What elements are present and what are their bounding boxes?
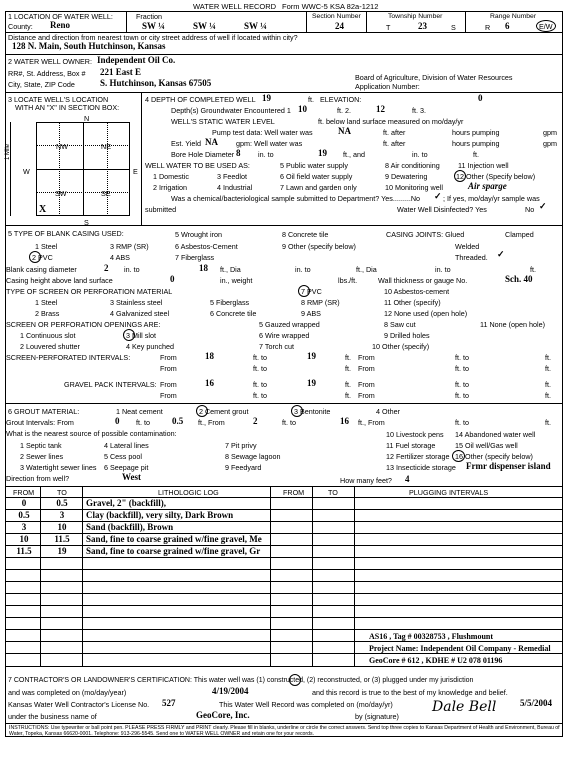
gw3-label: ft. 3. bbox=[412, 106, 426, 115]
spi-to2-label: ft. to bbox=[455, 353, 469, 362]
gp-from3-label: From bbox=[160, 391, 177, 400]
gw1-value: 10 bbox=[298, 104, 307, 114]
log-desc: Gravel, 2" (backfill), bbox=[86, 498, 166, 508]
casing-2: 2 PVC bbox=[32, 253, 53, 262]
opening-4: 4 Key punched bbox=[126, 342, 174, 351]
direction-label: Direction from well? bbox=[6, 474, 70, 483]
casing-8: 8 Concrete tile bbox=[282, 230, 329, 239]
spi-from3-label: From bbox=[160, 364, 177, 373]
township-s: S bbox=[451, 23, 456, 32]
openings-label: SCREEN OR PERFORATION OPENINGS ARE: bbox=[6, 320, 161, 329]
feet-value: 4 bbox=[405, 474, 410, 484]
spi-to4-label: ft. to bbox=[455, 364, 469, 373]
blank-label: Blank casing diameter bbox=[6, 265, 77, 274]
elevation-value: 0 bbox=[478, 93, 483, 103]
city-value: S. Hutchinson, Kansas 67505 bbox=[100, 78, 212, 88]
cont-other-value: Frmr dispenser island bbox=[466, 461, 551, 471]
casing-9: 9 Other (specify below) bbox=[282, 242, 356, 251]
cont-12: 12 Fertilizer storage bbox=[386, 452, 450, 461]
quad-sw: SW bbox=[55, 189, 67, 198]
township-value: 23 bbox=[418, 21, 427, 31]
gp-to4-label: ft. to bbox=[455, 391, 469, 400]
spi-from4-label: From bbox=[358, 364, 375, 373]
log-from: 11.5 bbox=[16, 546, 32, 556]
gi-from3-label: ft., From bbox=[358, 418, 385, 427]
log-h-to2: TO bbox=[328, 488, 338, 497]
log-to: 0.5 bbox=[56, 498, 68, 508]
cert-line1: 7 CONTRACTOR'S OR LANDOWNER'S CERTIFICATION: This water well was (1) constructed, (2) reconstructed, or (3) plugged under my jurisdiction bbox=[8, 677, 474, 684]
use-11: 11 Injection well bbox=[458, 161, 509, 170]
spi-ft2: ft. bbox=[545, 353, 551, 362]
log-h-from2: FROM bbox=[283, 488, 305, 497]
blank-ft: ft. bbox=[530, 265, 536, 274]
use-label: WELL WATER TO BE USED AS: bbox=[145, 161, 250, 170]
screen-10: 10 Asbestos-cement bbox=[384, 287, 450, 296]
s1-label: 1 LOCATION OF WATER WELL: bbox=[8, 12, 113, 21]
blank-in-to3: in. to bbox=[435, 265, 451, 274]
log-project: Project Name: Independent Oil Company - Remedial bbox=[369, 644, 551, 653]
s6-label: 6 GROUT MATERIAL: bbox=[8, 407, 80, 416]
gp-from2-label: From bbox=[358, 380, 375, 389]
compass-w: W bbox=[23, 167, 30, 176]
log-desc: Clay (backfill), very silty, Dark Brown bbox=[86, 510, 234, 520]
gw2-label: ft. 2. bbox=[337, 106, 351, 115]
opening-11: 11 None (open hole) bbox=[480, 320, 545, 329]
use-4: 4 Industrial bbox=[217, 183, 253, 192]
spi-to3-label: ft. to bbox=[253, 364, 267, 373]
compass-s: S bbox=[84, 218, 89, 227]
gp-ft3: ft. bbox=[345, 391, 351, 400]
screen-9: 9 ABS bbox=[301, 309, 321, 318]
log-h-plug: PLUGGING INTERVALS bbox=[409, 488, 489, 497]
blank-in-to: in. to bbox=[124, 265, 140, 274]
bore-value: 8 bbox=[236, 148, 241, 158]
disinfected-no: No bbox=[525, 205, 535, 214]
log-desc: Sand (backfill), Brown bbox=[86, 522, 174, 532]
screen-11: 11 Other (specify) bbox=[384, 298, 441, 307]
quad-ne: NE bbox=[101, 142, 111, 151]
cont-4: 4 Lateral lines bbox=[104, 441, 149, 450]
cont-16: 16 Other (specify below) bbox=[455, 452, 533, 461]
grout-3: 3 Bentonite bbox=[294, 407, 331, 416]
gi-to3-label: ft. to bbox=[455, 418, 469, 427]
screen-4: 4 Galvanized steel bbox=[110, 309, 170, 318]
well-x-mark: X bbox=[39, 204, 47, 215]
joints-label: CASING JOINTS: Glued bbox=[386, 230, 465, 239]
bore-to: in. to bbox=[258, 150, 274, 159]
opening-9: 9 Drilled holes bbox=[384, 331, 430, 340]
log-as16: AS16 , Tag # 00328753 , Flushmount bbox=[369, 632, 494, 641]
cont-15: 15 Oil well/Gas well bbox=[455, 441, 518, 450]
log-desc: Sand, fine to coarse grained w/fine gravel, Gr bbox=[86, 546, 261, 556]
mile-label: 1 Mile bbox=[5, 143, 11, 160]
quad-se: SE bbox=[101, 189, 111, 198]
casing-4: 4 ABS bbox=[110, 253, 130, 262]
pump-hours: hours pumping bbox=[452, 128, 500, 137]
use-10: 10 Monitoring well bbox=[385, 183, 443, 192]
range-ew: E/W bbox=[539, 22, 553, 31]
signature: Dale Bell bbox=[432, 699, 497, 715]
opening-2: 2 Louvered shutter bbox=[20, 342, 80, 351]
gp-to-label: ft. to bbox=[253, 380, 267, 389]
bore-depth: 19 bbox=[318, 148, 327, 158]
chem-question: Was a chemical/bacteriological sample submitted to Department? Yes.........No bbox=[171, 194, 421, 203]
screen-7: 7 PVC bbox=[301, 287, 322, 296]
cont-3: 3 Watertight sewer lines bbox=[20, 463, 97, 472]
cert-record-label: This Water Well Record was completed on (mo/day/yr) bbox=[219, 700, 393, 709]
cont-13: 13 Insecticide storage bbox=[386, 463, 456, 472]
form-ksa: KSA 82a-1212 bbox=[330, 2, 379, 11]
gp-from-label: From bbox=[160, 380, 177, 389]
range-label: Range Number bbox=[490, 13, 537, 20]
bore-label: Bore Hole Diameter bbox=[171, 150, 235, 159]
gw2-value: 12 bbox=[376, 104, 385, 114]
use-5: 5 Public water supply bbox=[280, 161, 348, 170]
distance-label: Distance and direction from nearest town or city street address of well if located within city? bbox=[8, 33, 298, 42]
cont-5: 5 Cess pool bbox=[104, 452, 142, 461]
pump-value: NA bbox=[338, 126, 351, 136]
opening-1: 1 Continuous slot bbox=[20, 331, 76, 340]
compass-n: N bbox=[84, 114, 90, 123]
s3-label2: WITH AN "X" IN SECTION BOX: bbox=[15, 103, 120, 112]
screen-label: TYPE OF SCREEN OR PERFORATION MATERIAL bbox=[6, 287, 173, 296]
cont-10: 10 Livestock pens bbox=[386, 430, 444, 439]
use-7: 7 Lawn and garden only bbox=[280, 183, 357, 192]
disinfected-check: ✓ bbox=[539, 201, 547, 211]
board-label: Board of Agriculture, Division of Water Resources bbox=[355, 73, 513, 82]
instructions: INSTRUCTIONS: Use typewriter or ball point pen. PLEASE PRESS FIRMLY and PRINT clearly. Please fill in blanks, underline or circle the correct answers. Send top three copies to Kansas Department of Health and Environment, Bureau of Water, Topeka, Kansas 66620-0001. Telephone: 913-296-5545. Send one to WATER WELL OWNER and retain one for your records. bbox=[9, 725, 560, 737]
cert-constructed-circle bbox=[289, 674, 301, 686]
quad-nw: NW bbox=[56, 142, 68, 151]
cert-license-label: Kansas Water Well Contractor's License No. bbox=[8, 700, 150, 709]
blank-dia2: ft., Dia bbox=[356, 265, 377, 274]
distance-value: 128 N. Main, South Hutchinson, Kansas bbox=[12, 41, 166, 51]
rr-label: RR#, St. Address, Box # bbox=[8, 69, 86, 78]
gp-from4-label: From bbox=[358, 391, 375, 400]
range-value: 6 bbox=[505, 21, 510, 31]
opening-3: 3 Mill slot bbox=[126, 331, 156, 340]
screen-1: 1 Steel bbox=[35, 298, 58, 307]
chem-check: ✓ bbox=[434, 191, 442, 201]
use-9: 9 Dewatering bbox=[385, 172, 428, 181]
cont-8: 8 Sewage lagoon bbox=[225, 452, 281, 461]
height-value: 0 bbox=[170, 274, 175, 284]
elevation-label: ELEVATION: bbox=[320, 95, 362, 104]
spi-to: 19 bbox=[307, 351, 316, 361]
gp-from: 16 bbox=[205, 378, 214, 388]
form-title: WATER WELL RECORD bbox=[193, 2, 277, 11]
direction-value: West bbox=[122, 472, 141, 482]
s3-label: 3 LOCATE WELL'S LOCATION bbox=[8, 95, 109, 104]
opening-10: 10 Other (specify) bbox=[372, 342, 430, 351]
wall-value: Sch. 40 bbox=[505, 274, 533, 284]
yield-gpm: gpm bbox=[543, 139, 557, 148]
gi-to2: 16 bbox=[340, 416, 349, 426]
app-label: Application Number: bbox=[355, 82, 420, 91]
use-1: 1 Domestic bbox=[153, 172, 189, 181]
spi-ft3: ft. bbox=[345, 364, 351, 373]
s4-label: 4 DEPTH OF COMPLETED WELL bbox=[145, 95, 256, 104]
log-h-from: FROM bbox=[13, 488, 35, 497]
log-to: 19 bbox=[57, 546, 67, 556]
log-to: 11.5 bbox=[54, 534, 70, 544]
gp-to2-label: ft. to bbox=[455, 380, 469, 389]
owner-value: Independent Oil Co. bbox=[97, 55, 176, 65]
screen-6: 6 Concrete tile bbox=[210, 309, 257, 318]
depth-ft: ft. bbox=[308, 95, 314, 104]
log-desc: Sand, fine to coarse grained w/fine gravel, Me bbox=[86, 534, 262, 544]
spi-from-label: From bbox=[160, 353, 177, 362]
gi-to: 0.5 bbox=[172, 416, 184, 426]
joints-welded: Welded bbox=[455, 242, 480, 251]
static-label: WELL'S STATIC WATER LEVEL bbox=[171, 117, 275, 126]
log-h-litho: LITHOLOGIC LOG bbox=[158, 488, 219, 497]
cont-11: 11 Fuel storage bbox=[386, 441, 436, 450]
casing-3: 3 RMP (SR) bbox=[110, 242, 149, 251]
rr-value: 221 East E bbox=[100, 67, 142, 77]
range-r: R bbox=[485, 23, 491, 32]
chem-tail: ; If yes, mo/day/yr sample was bbox=[443, 194, 540, 203]
cert-completed-label: and was completed on (mo/day/year) bbox=[8, 688, 127, 697]
screen-12: 12 None used (open hole) bbox=[384, 309, 468, 318]
grout-4: 4 Other bbox=[376, 407, 400, 416]
height-lbs: lbs./ft. bbox=[338, 276, 358, 285]
grout-2: 2 Cement grout bbox=[199, 407, 249, 416]
other-use-value: Air sparge bbox=[468, 181, 507, 191]
form-number: Form WWC-5 bbox=[282, 2, 328, 11]
gp-to3-label: ft. to bbox=[253, 391, 267, 400]
log-from: 0.5 bbox=[18, 510, 30, 520]
opening-6: 6 Wire wrapped bbox=[259, 331, 310, 340]
section-label: Section Number bbox=[312, 13, 361, 20]
casing-5: 5 Wrought iron bbox=[175, 230, 223, 239]
bore-in-to: in. to bbox=[412, 150, 428, 159]
fraction-label: Fraction bbox=[136, 12, 162, 21]
cert-license: 527 bbox=[162, 698, 176, 708]
contamination-label: What is the nearest source of possible contamination: bbox=[6, 429, 177, 438]
height-label: Casing height above land surface bbox=[6, 276, 113, 285]
yield-after: ft. after bbox=[383, 139, 406, 148]
log-from: 0 bbox=[21, 498, 27, 508]
bore-ft: ft. bbox=[473, 150, 479, 159]
cert-true: and this record is true to the best of my knowledge and belief. bbox=[312, 688, 508, 697]
log-geocore: GeoCore # 612 , KDHE # U2 078 01196 bbox=[369, 656, 503, 665]
s5-label: 5 TYPE OF BLANK CASING USED: bbox=[8, 229, 124, 238]
cont-7: 7 Pit privy bbox=[225, 441, 257, 450]
gi-label: Grout Intervals: From bbox=[6, 418, 74, 427]
gi-to2-label: ft. to bbox=[282, 418, 296, 427]
spi-to-label: ft. to bbox=[253, 353, 267, 362]
submitted-label: submitted bbox=[145, 205, 177, 214]
fraction-3: SW ¼ bbox=[244, 21, 267, 31]
screen-3: 3 Stainless steel bbox=[110, 298, 163, 307]
cert-date2: 5/5/2004 bbox=[520, 698, 553, 708]
pump-label: Pump test data: Well water was bbox=[212, 128, 313, 137]
log-from: 3 bbox=[21, 522, 27, 532]
gi-from2: 2 bbox=[253, 416, 258, 426]
gi-to-label: ft. to bbox=[136, 418, 150, 427]
casing-7: 7 Fiberglass bbox=[175, 253, 215, 262]
blank-to-value: 18 bbox=[199, 263, 208, 273]
gi-from2-label: ft., From bbox=[198, 418, 225, 427]
blank-dia: ft., Dia bbox=[220, 265, 241, 274]
joints-threaded: Threaded. bbox=[455, 253, 488, 262]
wall-label: Wall thickness or gauge No. bbox=[378, 276, 468, 285]
bore-and: ft., and bbox=[343, 150, 365, 159]
feet-label: How many feet? bbox=[340, 476, 392, 485]
use-8: 8 Air conditioning bbox=[385, 161, 440, 170]
disinfected-label: Water Well Disinfected? Yes bbox=[397, 205, 487, 214]
log-to: 10 bbox=[57, 522, 67, 532]
county-label: County: bbox=[8, 22, 33, 31]
static-tail: ft. below land surface measured on mo/day/yr bbox=[318, 117, 464, 126]
screen-8: 8 RMP (SR) bbox=[301, 298, 340, 307]
cert-date1: 4/19/2004 bbox=[212, 686, 249, 696]
fraction-2: SW ¼ bbox=[193, 21, 216, 31]
use-6: 6 Oil field water supply bbox=[280, 172, 353, 181]
s2-label: 2 WATER WELL OWNER: bbox=[8, 57, 92, 66]
yield-mid: gpm: Well water was bbox=[236, 139, 303, 148]
opening-8: 8 Saw cut bbox=[384, 320, 416, 329]
cont-14: 14 Abandoned water well bbox=[455, 430, 536, 439]
use-3: 3 Feedlot bbox=[217, 172, 247, 181]
cert-business: GeoCore, Inc. bbox=[196, 710, 250, 720]
screen-5: 5 Fiberglass bbox=[210, 298, 250, 307]
threaded-check: ✓ bbox=[497, 249, 505, 259]
city-label: City, State, ZIP Code bbox=[8, 80, 75, 89]
cert-by-label: by (signature) bbox=[355, 712, 399, 721]
spi-ft: ft. bbox=[345, 353, 351, 362]
opening-7: 7 Torch cut bbox=[259, 342, 295, 351]
gp-to: 19 bbox=[307, 378, 316, 388]
gp-ft: ft. bbox=[345, 380, 351, 389]
township-t: T bbox=[386, 23, 391, 32]
cont-9: 9 Feedyard bbox=[225, 463, 262, 472]
spi-from2-label: From bbox=[358, 353, 375, 362]
blank-in-to2: in. to bbox=[295, 265, 311, 274]
screen-2: 2 Brass bbox=[35, 309, 60, 318]
county-value: Reno bbox=[50, 20, 70, 30]
use-12: 12 Other (Specify below) bbox=[456, 172, 536, 181]
gi-from: 0 bbox=[115, 416, 120, 426]
section-value: 24 bbox=[335, 21, 344, 31]
gi-ft: ft. bbox=[545, 418, 551, 427]
cont-1: 1 Septic tank bbox=[20, 441, 62, 450]
cert-business-label: under the business name of bbox=[8, 712, 97, 721]
spi-from: 18 bbox=[205, 351, 214, 361]
casing-1: 1 Steel bbox=[35, 242, 58, 251]
yield-hours: hours pumping bbox=[452, 139, 500, 148]
fraction-1: SW ¼ bbox=[142, 21, 165, 31]
spi-ft4: ft. bbox=[545, 364, 551, 373]
gp-label: GRAVEL PACK INTERVALS: bbox=[64, 380, 157, 389]
log-from: 10 bbox=[19, 534, 29, 544]
cont-2: 2 Sewer lines bbox=[20, 452, 64, 461]
cont-6: 6 Seepage pit bbox=[104, 463, 149, 472]
yield-label: Est. Yield bbox=[171, 139, 201, 148]
blank-value: 2 bbox=[104, 263, 109, 273]
township-label: Township Number bbox=[388, 13, 443, 20]
spi-label: SCREEN-PERFORATED INTERVALS: bbox=[6, 353, 131, 362]
log-to: 3 bbox=[59, 510, 65, 520]
pump-gpm: gpm bbox=[543, 128, 557, 137]
joints-clamped: Clamped bbox=[505, 230, 534, 239]
pump-after: ft. after bbox=[383, 128, 406, 137]
casing-6: 6 Asbestos-Cement bbox=[175, 242, 238, 251]
opening-5: 5 Gauzed wrapped bbox=[259, 320, 320, 329]
depth-value: 19 bbox=[262, 93, 271, 103]
use-2: 2 Irrigation bbox=[153, 183, 187, 192]
gp-ft2: ft. bbox=[545, 380, 551, 389]
yield-value: NA bbox=[205, 137, 218, 147]
gw-label: Depth(s) Groundwater Encountered 1 bbox=[171, 106, 291, 115]
log-h-to: TO bbox=[57, 488, 67, 497]
height-weight: in., weight bbox=[220, 276, 253, 285]
compass-e: E bbox=[133, 167, 138, 176]
grout-1: 1 Neat cement bbox=[116, 407, 163, 416]
gp-ft4: ft. bbox=[545, 391, 551, 400]
